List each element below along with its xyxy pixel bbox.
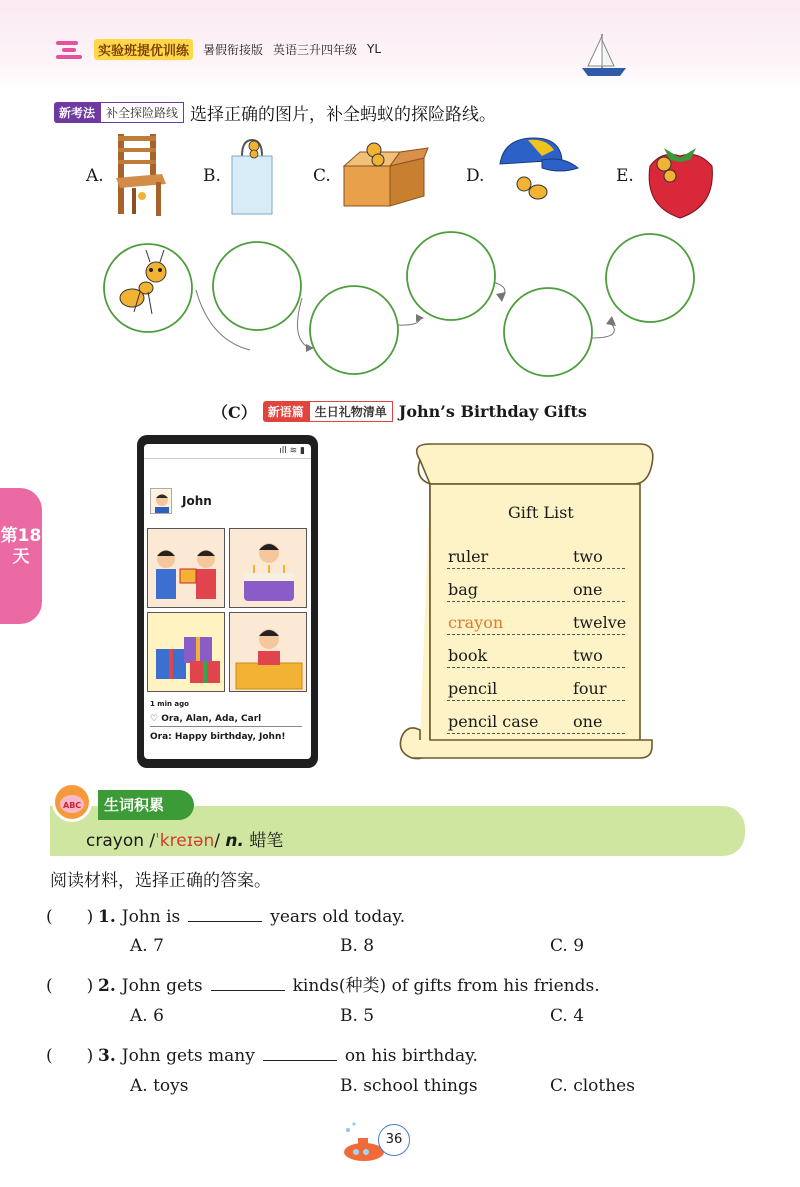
gift-qty: one [573, 712, 603, 731]
question-1 [46, 902, 405, 927]
question-number: 3. [98, 1046, 116, 1066]
gift-qty: two [573, 646, 603, 665]
vocab-tab: 生词积累 [98, 790, 194, 820]
book-logo-icon [56, 39, 84, 59]
question-post: years old today. [270, 907, 406, 927]
gift-item: book [448, 646, 488, 665]
question-pre: John gets many [121, 1046, 255, 1066]
question-number: 1. [98, 907, 116, 927]
section-c-tag-sub: 生日礼物清单 [309, 401, 393, 422]
day-side-tab: 第18天 [0, 488, 42, 624]
gift-row [447, 576, 625, 602]
question-post: on his birthday. [344, 1046, 478, 1066]
section-c-title [212, 400, 587, 423]
section-b-title [54, 100, 496, 125]
answer-blank[interactable] [263, 1060, 337, 1061]
vocab-ipa: ˈkreɪən [155, 831, 215, 851]
bag-icon [228, 134, 276, 216]
question-pre: John is [121, 907, 181, 927]
answer-paren[interactable]: ( ) [46, 976, 94, 996]
vocab-entry [86, 826, 283, 851]
signal-battery-icon: ıll ≋ ▮ [279, 446, 305, 456]
box-icon [340, 136, 430, 208]
question-pre: John gets [121, 976, 203, 996]
cap-icon [494, 134, 580, 218]
edition-label: 暑假衔接版 [203, 42, 264, 57]
svg-text:ABC: ABC [63, 801, 82, 810]
photo-gift-giving [147, 528, 225, 608]
post-author [150, 488, 212, 514]
gift-qty: two [573, 547, 603, 566]
post-comment: Ora: Happy birthday, John! [150, 732, 286, 742]
gift-item: ruler [448, 547, 489, 566]
option-a-letter: A. [86, 166, 104, 186]
questions-instruction: 阅读材料，选择正确的答案。 [50, 871, 271, 891]
page-number: 36 [378, 1124, 410, 1156]
vocab-meaning: 蜡笔 [249, 831, 284, 851]
section-c-heading: John’s Birthday Gifts [398, 402, 587, 421]
brand-title: 实验班提优训练 [94, 39, 193, 60]
ant-route-path [0, 230, 800, 390]
section-b-instruction: 选择正确的图片，补全蚂蚁的探险路线。 [190, 105, 497, 125]
author-name: John [182, 494, 212, 508]
piggy-bank-icon [52, 782, 92, 822]
gift-row [447, 675, 625, 701]
gift-row [447, 642, 625, 668]
avatar [150, 488, 172, 514]
section-c-label: （C） [212, 403, 257, 422]
choice-b[interactable]: B. school things [340, 1076, 478, 1096]
photo-opening-gift [229, 612, 307, 692]
phone-screen [144, 444, 311, 759]
choice-a[interactable]: A. 7 [130, 936, 164, 956]
choice-b[interactable]: B. 8 [340, 936, 375, 956]
choice-b[interactable]: B. 5 [340, 1006, 375, 1026]
photo-birthday-cake [229, 528, 307, 608]
question-post: kinds(种类) of gifts from his friends. [292, 976, 600, 996]
phone-post [137, 435, 318, 768]
question-2 [46, 971, 600, 996]
section-b-tag-sub: 补全探险路线 [100, 102, 184, 123]
post-time: 1 min ago [150, 700, 189, 708]
header-bar [56, 38, 381, 60]
gift-item: pencil case [448, 712, 539, 731]
code-label: YL [367, 42, 382, 56]
photo-gift-boxes [147, 612, 225, 692]
question-number: 2. [98, 976, 116, 996]
vocab-word: crayon / [86, 831, 156, 851]
choice-c[interactable]: C. 4 [550, 1006, 585, 1026]
choice-c[interactable]: C. clothes [550, 1076, 635, 1096]
gift-item-highlight: crayon [448, 613, 504, 632]
section-c-tag: 新语篇 [263, 401, 309, 422]
option-b-letter: B. [203, 166, 221, 186]
sailboat-icon [580, 32, 630, 80]
likes-names: Ora, Alan, Ada, Carl [161, 714, 262, 724]
gift-item: pencil [448, 679, 498, 698]
answer-paren[interactable]: ( ) [46, 907, 94, 927]
chair-icon [112, 132, 168, 218]
subject-label: 英语三升四年级 [273, 42, 358, 57]
option-d-letter: D. [466, 166, 485, 186]
gift-list-title: Gift List [508, 503, 574, 522]
answer-blank[interactable] [211, 990, 285, 991]
page-header [0, 0, 800, 90]
gift-row [447, 609, 625, 635]
gift-row [447, 708, 625, 734]
question-3 [46, 1041, 478, 1066]
vocab-slash: / [214, 831, 221, 851]
option-e-letter: E. [616, 166, 634, 186]
section-b-tag: 新考法 [54, 102, 100, 123]
gift-qty: four [573, 679, 607, 698]
strawberry-icon [640, 136, 720, 220]
option-c-letter: C. [313, 166, 331, 186]
choice-a[interactable]: A. toys [130, 1076, 189, 1096]
gift-qty: twelve [573, 613, 627, 632]
choice-c[interactable]: C. 9 [550, 936, 585, 956]
choice-a[interactable]: A. 6 [130, 1006, 164, 1026]
gift-qty: one [573, 580, 603, 599]
post-likes [150, 714, 302, 727]
vocab-pos: n. [225, 831, 244, 851]
answer-blank[interactable] [188, 921, 262, 922]
answer-paren[interactable]: ( ) [46, 1046, 94, 1066]
gift-row [447, 543, 625, 569]
heart-icon: ♡ [150, 714, 162, 724]
gift-item: bag [448, 580, 479, 599]
phone-status-bar [144, 444, 311, 459]
